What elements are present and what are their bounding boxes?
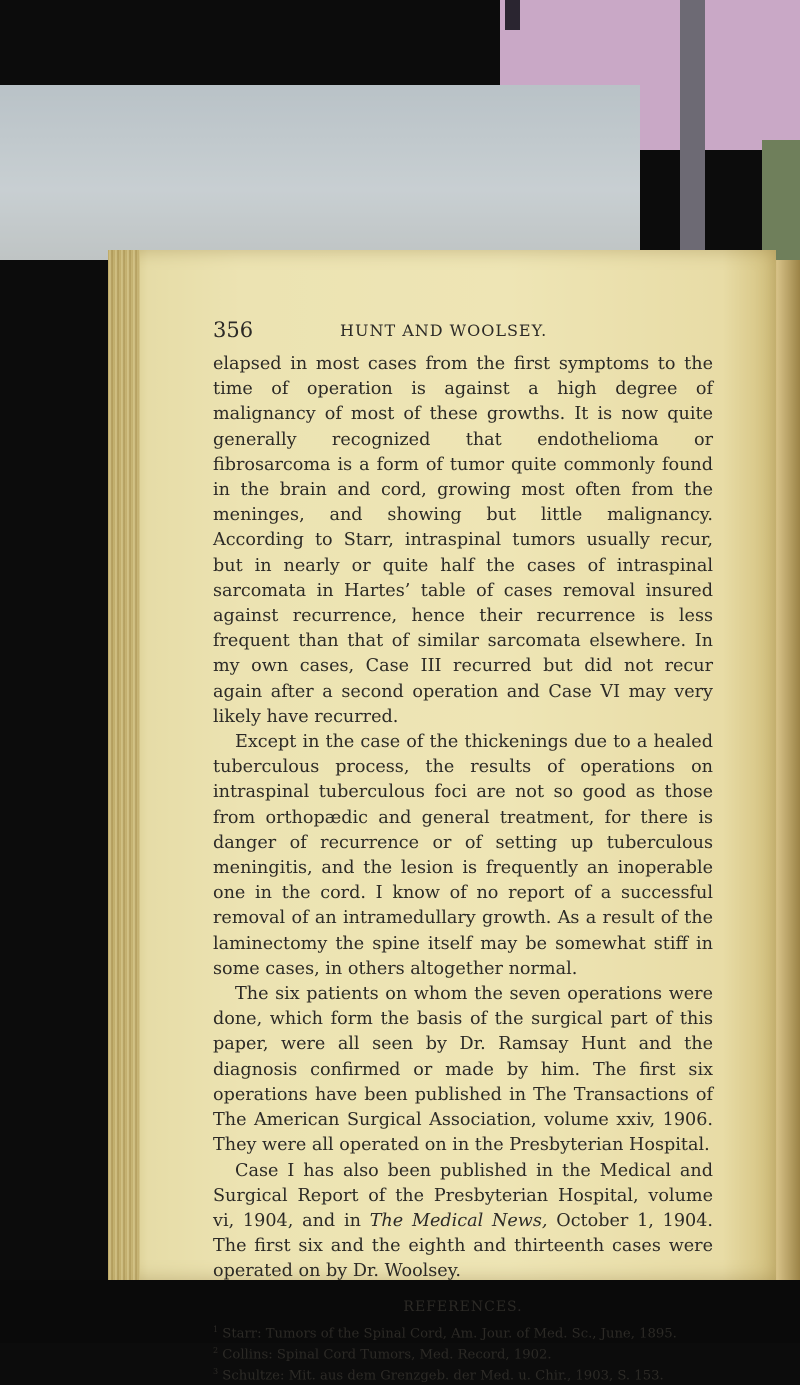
reference-item: [213, 1363, 713, 1384]
reference-number: 2: [213, 1345, 219, 1355]
paragraph-4: [213, 1159, 713, 1285]
running-head: HUNT AND WOOLSEY.: [340, 321, 548, 340]
page-number: 356: [213, 318, 254, 342]
paragraph-2: Except in the case of the thickenings due to a healed tuberculous process, the results of operations on intraspinal tuberculous foci are not so good as those from orthopædic and general treatment, for there is danger of recurrence or of setting up tuberculous meningitis, and the lesion is frequently an inoperable one in the cord. I know of no report of a successful removal of an intramedullary growth. As a result of the laminectomy the spine itself may be somewhat stiff in some cases, in others altogether normal.: [213, 732, 713, 979]
reference-number: 3: [213, 1367, 219, 1377]
journal-title: The Medical News,: [369, 1210, 548, 1231]
reference-text: Schultze: Mit. aus dem Grenzgeb. der Med. u. Chir., 1903, S. 153.: [222, 1368, 664, 1384]
background-gray-strip: [680, 0, 705, 260]
background-gray-sheet: [0, 85, 640, 260]
reference-text: Collins: Spinal Cord Tumors, Med. Record, 1902.: [222, 1347, 552, 1363]
page-edges: [108, 250, 140, 1280]
paragraph-3: The six patients on whom the seven operations were done, which form the basis of the surgical part of this paper, were all seen by Dr. Ramsay Hunt and the diagnosis confirmed or made by him. The first six operations have been published in The Transactions of The American Surgical Association, volume xxiv, 1906. They were all operated on in the Presbyterian Hospital.: [213, 984, 713, 1156]
paragraph-4-text-a: Case I has also been published in the Medical and Surgical Report of the Presbyterian Hospital, volume vi, 1904, and in: [213, 1160, 713, 1231]
page-content: [213, 318, 713, 1385]
reference-text: Starr: Tumors of the Spinal Cord, Am. Jour. of Med. Sc., June, 1895.: [222, 1325, 677, 1341]
page-header: [213, 318, 713, 348]
references-heading: REFERENCES.: [403, 1298, 523, 1315]
reference-item: [213, 1342, 713, 1363]
background-shadow: [505, 0, 520, 30]
paragraph-1: elapsed in most cases from the first symptoms to the time of operation is against a high degree of malignancy of most of these growths. It is now quite generally recognized that endothelioma or fibrosarcoma is a form of tumor quite commonly found in the brain and cord, growing most often from the meninges, and showing but little malignancy. According to Starr, intraspinal tumors usually recur, but in nearly or quite half the cases of intraspinal sarcomata in Hartes’ table of cases removal insured against recurrence, hence their recurrence is less frequent than that of similar sarcomata elsewhere. In my own cases, Case III recurred but did not recur again after a second operation and Case VI may very likely have recurred.: [213, 354, 713, 727]
reference-item: [213, 1321, 713, 1342]
paragraph-4-text-b: October 1, 1904. The first six and the eighth and thirteenth cases were operated on by Dr. Woolsey.: [213, 1210, 714, 1282]
reference-number: 1: [213, 1324, 219, 1334]
